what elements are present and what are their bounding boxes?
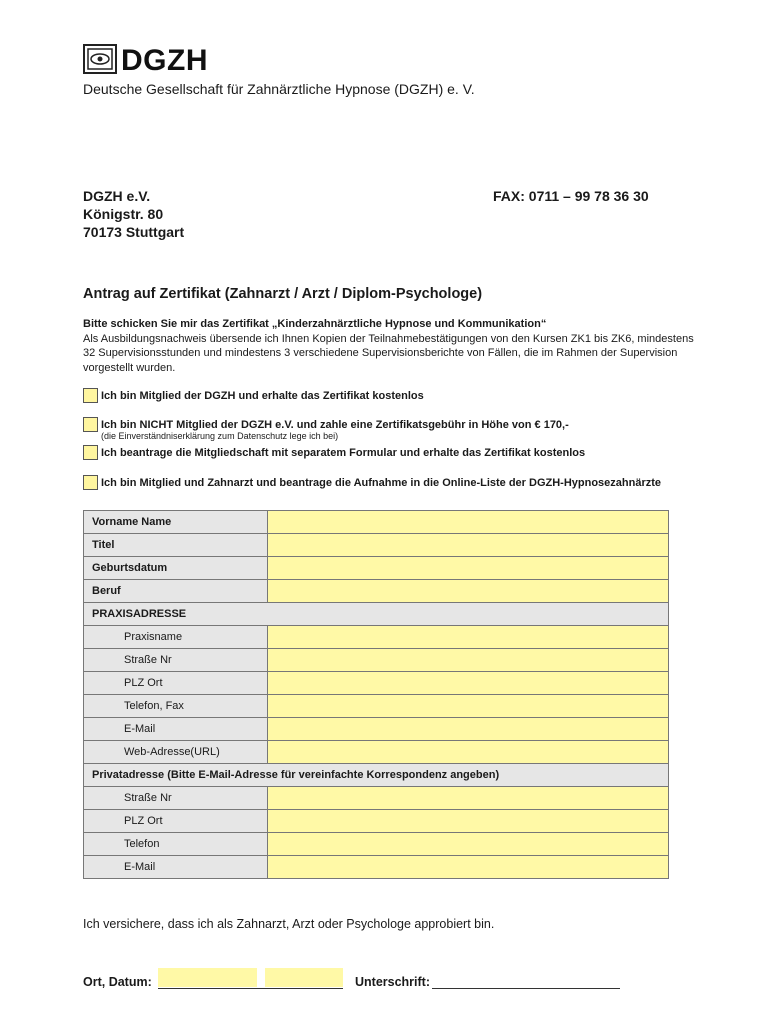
certificate-request-line: Bitte schicken Sie mir das Zertifikat „Kinderzahnärztliche Hypnose und Kommunikation“ — [83, 318, 547, 330]
label-telefon-fax: Telefon, Fax — [84, 695, 268, 718]
label-vorname-name: Vorname Name — [84, 511, 268, 534]
checkbox-non-member[interactable] — [83, 417, 98, 432]
field-telefon-fax[interactable] — [268, 695, 669, 718]
section-praxisadresse: PRAXISADRESSE — [84, 603, 669, 626]
fax-number: FAX: 0711 – 99 78 36 30 — [493, 188, 649, 204]
section-privatadresse: Privatadresse (Bitte E-Mail-Adresse für vereinfachte Korrespondenz angeben) — [84, 764, 669, 787]
datum-field[interactable] — [265, 968, 343, 987]
table-row — [84, 741, 669, 764]
table-row — [84, 810, 669, 833]
field-vorname-name[interactable] — [268, 511, 669, 534]
label-privat-telefon: Telefon — [84, 833, 268, 856]
checkbox-online-list[interactable] — [83, 475, 98, 490]
table-row — [84, 718, 669, 741]
table-row — [84, 764, 669, 787]
intro-text: Als Ausbildungsnachweis übersende ich Ihnen Kopien der Teilnahmebestätigungen von den Kursen ZK1 bis ZK6, mindestens 32 Supervisionsstunden und mindestens 3 verschiedene Supervisionsberichte von Fällen, die im Rahmen der Supervision vorgestellt wurden. — [83, 333, 694, 374]
field-praxis-strasse[interactable] — [268, 649, 669, 672]
field-praxis-email[interactable] — [268, 718, 669, 741]
label-titel: Titel — [84, 534, 268, 557]
option-apply-membership-label: Ich beantrage die Mitgliedschaft mit separatem Formular und erhalte das Zertifikat kostenlos — [101, 447, 586, 459]
field-beruf[interactable] — [268, 580, 669, 603]
label-praxisname: Praxisname — [84, 626, 268, 649]
table-row — [84, 603, 669, 626]
field-praxis-plz-ort[interactable] — [268, 672, 669, 695]
table-row — [84, 649, 669, 672]
field-geburtsdatum[interactable] — [268, 557, 669, 580]
consent-note: (die Einverständniserklärung zum Datenschutz lege ich bei) — [101, 431, 339, 441]
signature-label: Unterschrift: — [355, 975, 431, 989]
field-privat-email[interactable] — [268, 856, 669, 879]
field-privat-plz-ort[interactable] — [268, 810, 669, 833]
table-row — [84, 580, 669, 603]
table-row — [84, 672, 669, 695]
label-beruf: Beruf — [84, 580, 268, 603]
label-praxis-email: E-Mail — [84, 718, 268, 741]
option-online-list-label: Ich bin Mitglied und Zahnarzt und beantrage die Aufnahme in die Online-Liste der DGZH-Hypnosezahnärzte — [101, 477, 662, 489]
option-non-member-label: Ich bin NICHT Mitglied der DGZH e.V. und zahle eine Zertifikatsgebühr in Höhe von € 170,- — [101, 419, 569, 431]
field-titel[interactable] — [268, 534, 669, 557]
label-web-adresse: Web-Adresse(URL) — [84, 741, 268, 764]
table-row — [84, 626, 669, 649]
table-row — [84, 787, 669, 810]
field-praxisname[interactable] — [268, 626, 669, 649]
ort-datum-label: Ort, Datum: — [83, 975, 152, 989]
checkbox-apply-membership[interactable] — [83, 445, 98, 460]
table-row — [84, 833, 669, 856]
table-row — [84, 534, 669, 557]
address-line-2: Königstr. 80 — [83, 206, 164, 222]
dgzh-logo-icon — [83, 44, 117, 74]
address-line-1: DGZH e.V. — [83, 188, 151, 204]
table-row — [84, 695, 669, 718]
field-privat-telefon[interactable] — [268, 833, 669, 856]
label-privat-strasse: Straße Nr — [84, 787, 268, 810]
field-privat-strasse[interactable] — [268, 787, 669, 810]
form-title: Antrag auf Zertifikat (Zahnarzt / Arzt / Diplom-Psychologe) — [83, 286, 483, 302]
signature-line[interactable] — [432, 988, 620, 989]
label-praxis-strasse: Straße Nr — [84, 649, 268, 672]
checkbox-member[interactable] — [83, 388, 98, 403]
organization-name: Deutsche Gesellschaft für Zahnärztliche Hypnose (DGZH) e. V. — [83, 81, 475, 97]
label-praxis-plz-ort: PLZ Ort — [84, 672, 268, 695]
option-member-label: Ich bin Mitglied der DGZH und erhalte das Zertifikat kostenlos — [101, 390, 424, 402]
table-row — [84, 856, 669, 879]
ort-field[interactable] — [158, 968, 257, 987]
table-row — [84, 511, 669, 534]
field-web-adresse[interactable] — [268, 741, 669, 764]
label-privat-plz-ort: PLZ Ort — [84, 810, 268, 833]
ort-datum-underline — [158, 988, 343, 989]
address-line-3: 70173 Stuttgart — [83, 224, 185, 240]
applicant-data-table — [83, 510, 669, 879]
label-privat-email: E-Mail — [84, 856, 268, 879]
table-row — [84, 557, 669, 580]
label-geburtsdatum: Geburtsdatum — [84, 557, 268, 580]
logo-text: DGZH — [121, 44, 208, 77]
declaration-text: Ich versichere, dass ich als Zahnarzt, Arzt oder Psychologe approbiert bin. — [83, 917, 495, 931]
